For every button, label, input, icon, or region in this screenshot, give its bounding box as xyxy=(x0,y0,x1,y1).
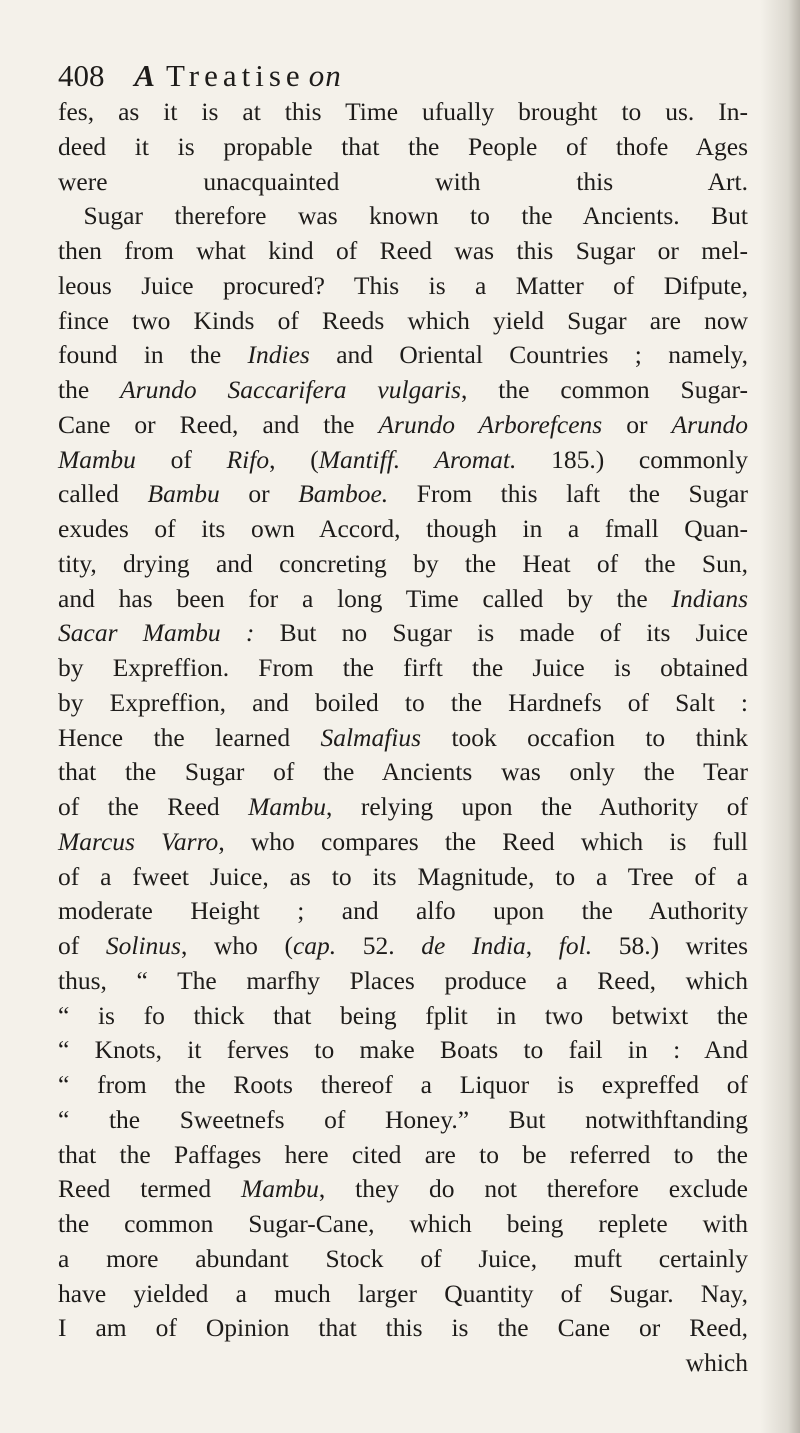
italic-segment: cap. xyxy=(292,931,337,960)
text-segment: exudes of its own Accord, though in a fmall Quan- xyxy=(58,514,748,543)
text-line xyxy=(58,721,748,756)
text-segment: , ( xyxy=(269,444,319,474)
text-segment: From this laft the Sugar xyxy=(388,479,748,509)
italic-segment: Mantiff. Aromat. xyxy=(318,444,517,474)
text-line xyxy=(58,477,748,512)
text-segment: “ is fo thick that being fplit in two betwixt the xyxy=(58,1000,748,1030)
running-title-article: A xyxy=(134,58,160,93)
text-line xyxy=(58,547,748,582)
text-segment: by Expreffion. From the firft the Juice is obtained xyxy=(58,653,748,682)
text-segment: which xyxy=(685,1348,748,1377)
text-line xyxy=(58,1346,748,1381)
text-line xyxy=(58,95,748,130)
text-segment: a more abundant Stock of Juice, muft certainly xyxy=(58,1243,748,1273)
text-segment: or xyxy=(602,409,672,439)
italic-segment: Sacar Mambu : xyxy=(58,618,255,648)
italic-segment: Indians xyxy=(671,583,748,613)
text-line xyxy=(58,1172,748,1207)
text-segment: have yielded a much larger Quantity of Sugar. Nay, xyxy=(58,1278,748,1308)
text-line xyxy=(58,338,748,373)
text-line xyxy=(58,825,748,860)
italic-segment: de India xyxy=(421,931,526,960)
text-line xyxy=(58,304,748,339)
italic-segment: Rifo xyxy=(226,444,270,474)
text-line xyxy=(58,964,748,999)
running-title-on: on xyxy=(308,58,342,93)
italic-segment: Arundo xyxy=(671,409,748,439)
text-segment: tity, drying and concreting by the Heat of the Sun, xyxy=(58,548,748,578)
italic-segment: Solinus xyxy=(105,931,181,960)
running-title-word: Treatise xyxy=(165,58,305,93)
text-segment: deed it is propable that the People of thofe Ages xyxy=(58,131,748,161)
text-line xyxy=(58,1311,748,1346)
text-segment: “ Knots, it ferves to make Boats to fail in : And xyxy=(58,1035,748,1065)
italic-segment: Mambu xyxy=(240,1174,319,1204)
text-line xyxy=(58,1033,748,1068)
italic-segment: Mambu xyxy=(58,444,136,474)
text-segment: , who compares the Reed which is full xyxy=(218,826,748,856)
text-segment: But no Sugar is made of its Juice xyxy=(254,618,749,648)
text-segment: fince two Kinds of Reeds which yield Sugar are now xyxy=(58,305,748,335)
text-segment: , xyxy=(525,931,559,960)
italic-segment: Bamboe. xyxy=(298,479,389,509)
text-segment: Cane or Reed, and the xyxy=(58,409,379,439)
text-segment: that the Sugar of the Ancients was only the Tear xyxy=(58,757,748,787)
text-line xyxy=(58,373,748,408)
text-segment: 52. xyxy=(336,931,422,960)
text-line xyxy=(58,1068,748,1103)
text-segment: leous Juice procured? This is a Matter of Difpute, xyxy=(58,270,748,300)
text-line xyxy=(58,234,748,269)
text-line xyxy=(58,616,748,651)
text-line xyxy=(58,199,748,234)
running-header xyxy=(58,52,748,100)
text-segment: or xyxy=(219,479,299,509)
text-segment: “ from the Roots thereof a Liquor is expreffed of xyxy=(58,1070,748,1099)
text-line xyxy=(58,130,748,165)
text-segment: “ the Sweetnefs of Honey.” But notwithftanding xyxy=(58,1104,748,1134)
text-segment: that the Paffages here cited are to be referred to the xyxy=(58,1139,748,1169)
text-segment: , they do not therefore exclude xyxy=(318,1174,748,1204)
text-segment: thus, “ The marfhy Places produce a Reed, which xyxy=(58,965,748,995)
text-segment: found in the xyxy=(58,340,248,370)
italic-segment: fol. xyxy=(558,931,593,960)
text-segment: by Expreffion, and boiled to the Hardnefs of Salt : xyxy=(58,687,748,717)
text-line xyxy=(58,408,748,443)
italic-segment: Marcus Varro xyxy=(58,826,219,856)
text-line xyxy=(58,443,748,478)
italic-segment: Mambu xyxy=(248,792,327,821)
text-segment: were unacquainted with this Art. xyxy=(58,166,748,196)
page-edge-shadow xyxy=(760,0,800,1433)
text-line xyxy=(58,1207,748,1242)
text-line xyxy=(58,999,748,1034)
text-segment: of the Reed xyxy=(58,792,249,821)
text-segment: 185.) commonly xyxy=(516,444,748,474)
text-line xyxy=(58,860,748,895)
text-line xyxy=(58,582,748,617)
text-segment: and has been for a long Time called by the xyxy=(58,583,672,613)
text-segment: the xyxy=(58,375,121,404)
text-segment: of xyxy=(135,444,227,474)
text-segment: I am of Opinion that this is the Cane or Reed, xyxy=(58,1313,748,1343)
text-segment: , who ( xyxy=(180,931,293,960)
text-line xyxy=(58,651,748,686)
text-line xyxy=(58,790,748,825)
text-segment: took occafion to think xyxy=(421,722,748,752)
text-segment: called xyxy=(58,479,148,509)
text-line xyxy=(58,269,748,304)
text-segment: of xyxy=(58,931,106,960)
text-segment: , the common Sugar- xyxy=(460,375,748,404)
italic-segment: Indies xyxy=(247,340,310,370)
text-segment: of a fweet Juice, as to its Magnitude, to a Tree of a xyxy=(58,861,748,891)
text-line xyxy=(58,686,748,721)
running-title xyxy=(134,58,341,93)
italic-segment: Arundo Saccarifera vulgaris xyxy=(120,375,461,404)
text-line xyxy=(58,1138,748,1173)
italic-segment: Arundo Arborefcens xyxy=(378,409,603,439)
text-segment: , relying upon the Authority of xyxy=(326,792,748,821)
text-line xyxy=(58,894,748,929)
text-segment: fes, as it is at this Time ufually brought to us. In- xyxy=(58,97,748,126)
text-line xyxy=(58,1103,748,1138)
body-text xyxy=(58,95,748,1381)
text-segment: and Oriental Countries ; namely, xyxy=(309,340,748,370)
text-line xyxy=(58,1242,748,1277)
italic-segment: Bambu xyxy=(147,479,220,509)
text-segment: Hence the learned xyxy=(58,722,321,752)
text-segment: moderate Height ; and alfo upon the Authority xyxy=(58,896,748,926)
text-segment: the common Sugar-Cane, which being replete with xyxy=(58,1209,748,1238)
text-line xyxy=(58,755,748,790)
text-line xyxy=(58,929,748,964)
text-line xyxy=(58,165,748,200)
text-segment: Reed termed xyxy=(58,1174,241,1204)
text-line xyxy=(58,512,748,547)
text-segment: 58.) writes xyxy=(592,931,749,960)
text-segment: Sugar therefore was known to the Ancients. But xyxy=(58,201,748,231)
text-segment: then from what kind of Reed was this Sugar or mel- xyxy=(58,236,748,265)
page-number: 408 xyxy=(58,58,105,93)
text-line xyxy=(58,1277,748,1312)
italic-segment: Salmafius xyxy=(320,722,422,752)
